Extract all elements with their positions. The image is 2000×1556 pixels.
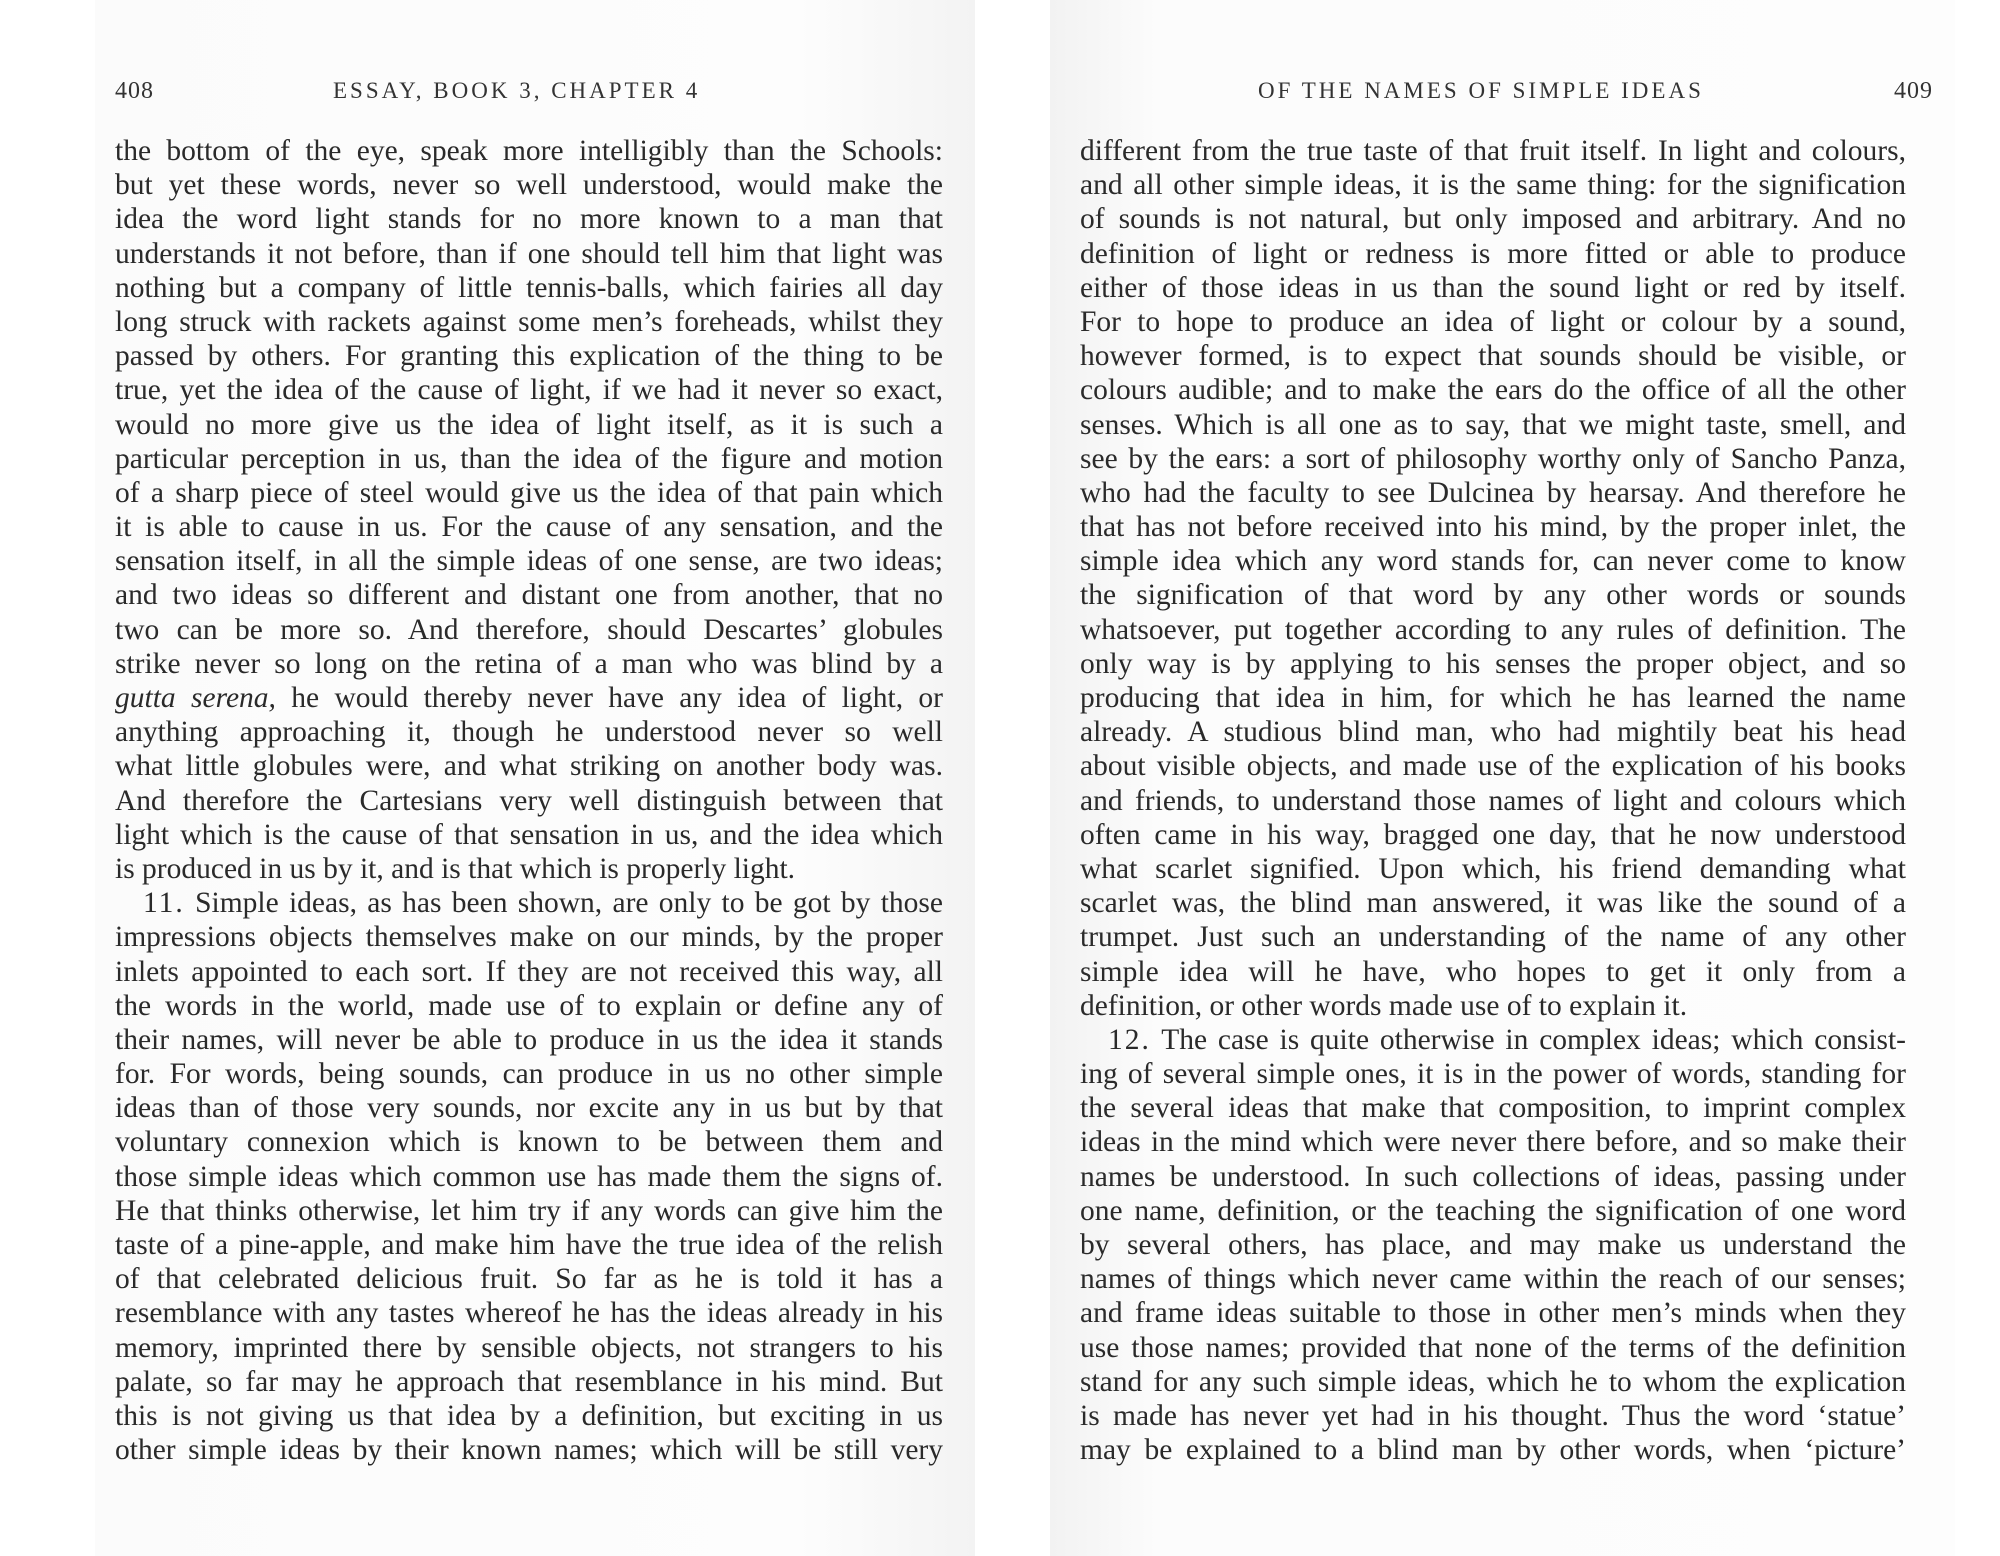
text-line: however formed, is to expect that sounds should be visible, or <box>1080 340 1906 373</box>
text-line: true, yet the idea of the cause of light, if we had it never so exact, <box>115 374 943 407</box>
text-line: their names, will never be able to produce in us the idea it stands <box>115 1023 943 1056</box>
text-line: is produced in us by it, and is that which is properly light. <box>115 852 796 885</box>
text-line: by several others, has place, and may make us understand the <box>1080 1229 1906 1261</box>
text-line: those simple ideas which common use has made them the signs of. <box>115 1160 943 1193</box>
text-line: names be understood. In such collections of ideas, passing under <box>1080 1160 1906 1193</box>
text-line: often came in his way, bragged one day, that he now understood <box>1080 818 1906 851</box>
text-line: this is not giving us that idea by a definition, but exciting in us <box>115 1399 943 1432</box>
text-line: it is able to cause in us. For the cause of any sensation, and the <box>115 511 943 544</box>
text-line: And therefore the Cartesians very well distinguish between that <box>115 784 943 817</box>
text-line: scarlet was, the blind man answered, it was like the sound of a <box>1080 887 1906 920</box>
text-line: taste of a pine-apple, and make him have the true idea of the relish <box>115 1229 943 1261</box>
text-line: long struck with rackets against some men’s foreheads, whilst they <box>115 305 943 338</box>
text-line: definition of light or redness is more fitted or able to produce <box>1080 237 1906 270</box>
text-line: strike never so long on the retina of a man who was blind by a <box>115 647 943 680</box>
text-line: names of things which never came within the reach of our senses; <box>1080 1263 1906 1296</box>
text-line: of sounds is not natural, but only imposed and arbitrary. And no <box>1080 203 1906 236</box>
text-line: ideas in the mind which were never there before, and so make their <box>1080 1126 1906 1159</box>
text-line: about visible objects, and made use of the explication of his books <box>1080 750 1906 783</box>
section-start-line <box>1080 1023 1906 1057</box>
text-line: particular perception in us, than the idea of the figure and motion <box>115 442 943 475</box>
text-line: nothing but a company of little tennis-balls, which fairies all day <box>115 271 943 304</box>
text-line: is made has never yet had in his thought. Thus the word ‘statue’ <box>1080 1399 1906 1432</box>
text-line: would no more give us the idea of light itself, as it is such a <box>115 408 943 441</box>
text-line: of that celebrated delicious fruit. So far as he is told it has a <box>115 1263 943 1296</box>
text-line: see by the ears: a sort of philosophy worthy only of Sancho Panza, <box>1080 442 1906 475</box>
text-line: the words in the world, made use of to explain or define any of <box>115 989 943 1022</box>
right-page-header <box>1050 78 1955 112</box>
section-start-line <box>115 886 943 920</box>
text-line: definition, or other words made use of to explain it. <box>1080 989 1688 1022</box>
text-line: stand for any such simple ideas, which he to whom the explication <box>1080 1365 1906 1398</box>
text-line: the signification of that word by any other words or sounds <box>1080 579 1906 612</box>
text-line: ideas than of those very sounds, nor excite any in us but by that <box>115 1092 943 1125</box>
text-line: producing that idea in him, for which he has learned the name <box>1080 682 1906 714</box>
text-line: understands it not before, than if one should tell him that light was <box>115 237 943 270</box>
text-line: voluntary connexion which is known to be between them and <box>115 1126 943 1159</box>
running-head: ESSAY, BOOK 3, CHAPTER 4 <box>333 78 701 103</box>
text-line: For to hope to produce an idea of light or colour by a sound, <box>1080 305 1906 338</box>
text-line: who had the faculty to see Dulcinea by hearsay. And therefore he <box>1080 476 1906 509</box>
text-line: He that thinks otherwise, let him try if any words can give him the <box>115 1194 943 1227</box>
text-line: light which is the cause of that sensation in us, and the idea which <box>115 818 943 851</box>
text-line: two can be more so. And therefore, should Descartes’ globules <box>115 613 943 646</box>
text-line: use those names; provided that none of the terms of the definition <box>1080 1331 1906 1364</box>
body-text <box>1080 134 1906 1467</box>
page-number: 409 <box>1894 78 1933 104</box>
section-number: 11. <box>143 887 185 920</box>
text-line: palate, so far may he approach that resemblance in his mind. But <box>115 1365 943 1398</box>
text-line: that has not before received into his mind, by the proper inlet, the <box>1080 511 1906 544</box>
text-line: either of those ideas in us than the sound light or red by itself. <box>1080 271 1906 304</box>
text-line: simple idea which any word stands for, can never come to know <box>1080 545 1906 578</box>
text-line: of a sharp piece of steel would give us the idea of that pain which <box>115 476 943 509</box>
italic-term: gutta serena, <box>115 682 276 714</box>
text-line: sensation itself, in all the simple ideas of one sense, are two ideas; <box>115 545 943 578</box>
left-page <box>95 0 975 1556</box>
text-line: the bottom of the eye, speak more intelligibly than the Schools: <box>115 135 943 167</box>
text-line: passed by others. For granting this explication of the thing to be <box>115 340 943 373</box>
line-remainder: The case is quite otherwise in complex ideas; which consist- <box>1161 1023 1907 1056</box>
body-text <box>115 134 943 1467</box>
text-line: and two ideas so different and distant one from another, that no <box>115 579 943 612</box>
right-page <box>1050 0 1955 1556</box>
text-line: one name, definition, or the teaching the signification of one word <box>1080 1194 1906 1227</box>
text-line: anything approaching it, though he understood never so well <box>115 716 943 749</box>
text-line: already. A studious blind man, who had mightily beat his head <box>1080 716 1906 749</box>
line-remainder: he would thereby never have any idea of light, or <box>291 682 943 714</box>
text-line: memory, imprinted there by sensible objects, not strangers to his <box>115 1331 943 1364</box>
text-line: and frame ideas suitable to those in other men’s minds when they <box>1080 1297 1906 1330</box>
line-remainder: Simple ideas, as has been shown, are only to be got by those <box>195 887 943 920</box>
left-page-header <box>95 78 975 112</box>
text-line: whatsoever, put together according to any rules of definition. The <box>1080 613 1906 646</box>
text-line: idea the word light stands for no more known to a man that <box>115 203 943 236</box>
text-line: what little globules were, and what striking on another body was. <box>115 750 943 783</box>
text-line: what scarlet signified. Upon which, his friend demanding what <box>1080 852 1906 885</box>
text-line: for. For words, being sounds, can produce in us no other simple <box>115 1058 943 1091</box>
text-line: different from the true taste of that fruit itself. In light and colours, <box>1080 135 1906 167</box>
text-line: and all other simple ideas, it is the same thing: for the signification <box>1080 169 1906 202</box>
section-number: 12. <box>1108 1023 1151 1056</box>
text-line: simple idea will he have, who hopes to get it only from a <box>1080 955 1906 988</box>
text-line: trumpet. Just such an understanding of the name of any other <box>1080 921 1906 954</box>
text-line: ing of several simple ones, it is in the power of words, standing for <box>1080 1058 1906 1091</box>
running-head: OF THE NAMES OF SIMPLE IDEAS <box>1258 78 1704 103</box>
text-line: other simple ideas by their known names; which will be still very <box>115 1434 943 1467</box>
text-line: the several ideas that make that composition, to imprint complex <box>1080 1092 1906 1125</box>
text-line: senses. Which is all one as to say, that we might taste, smell, and <box>1080 408 1906 441</box>
text-line: resemblance with any tastes whereof he has the ideas already in his <box>115 1297 943 1330</box>
text-line: impressions objects themselves make on our minds, by the proper <box>115 921 943 954</box>
text-line-with-italic <box>115 681 943 715</box>
text-line: only way is by applying to his senses the proper object, and so <box>1080 647 1906 680</box>
text-line: but yet these words, never so well understood, would make the <box>115 169 943 202</box>
text-line: and friends, to understand those names of light and colours which <box>1080 784 1906 817</box>
text-line: colours audible; and to make the ears do the office of all the other <box>1080 374 1906 407</box>
text-line: inlets appointed to each sort. If they are not received this way, all <box>115 955 943 988</box>
text-line: may be explained to a blind man by other words, when ‘picture’ <box>1080 1434 1906 1467</box>
page-number: 408 <box>115 78 154 104</box>
